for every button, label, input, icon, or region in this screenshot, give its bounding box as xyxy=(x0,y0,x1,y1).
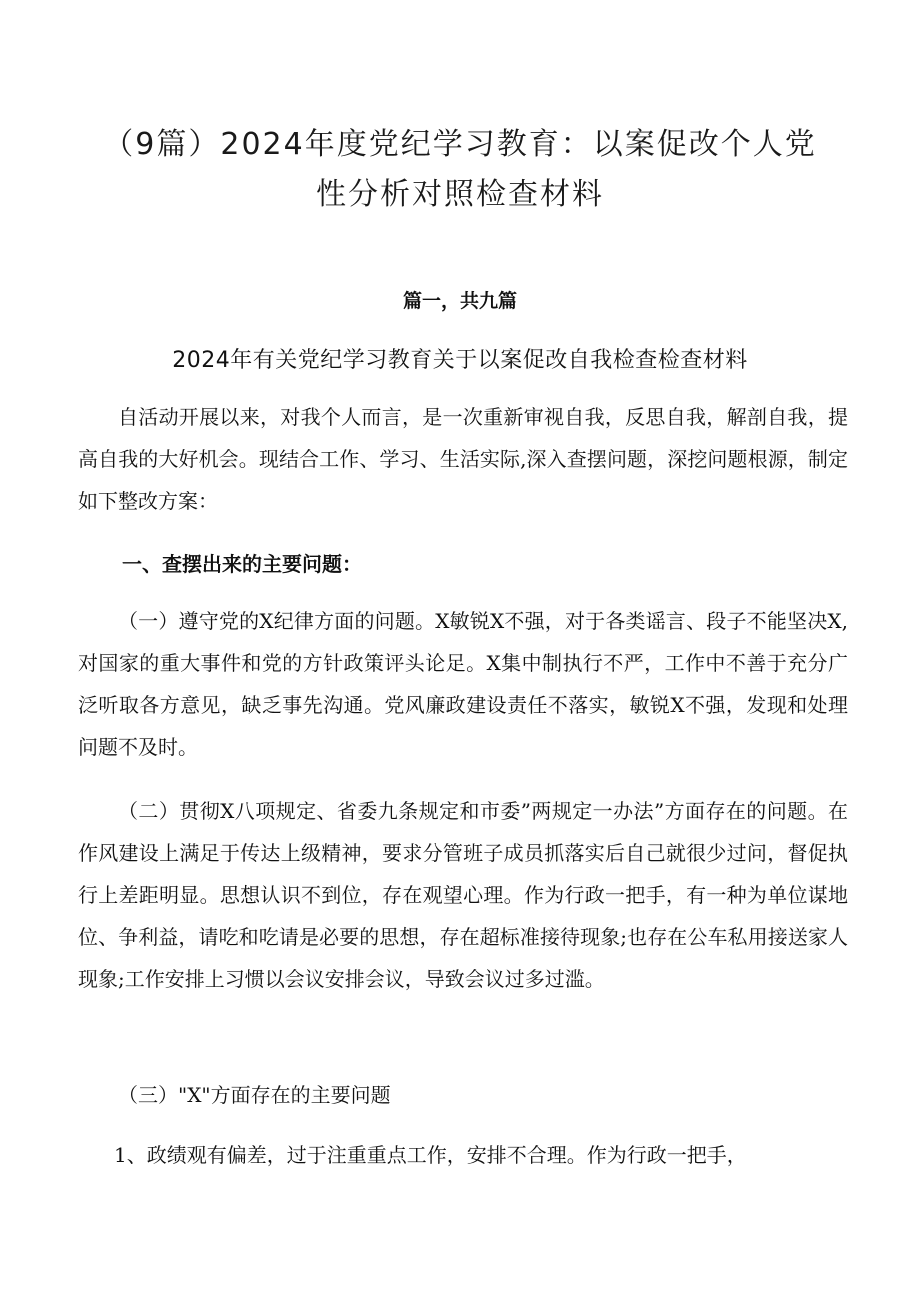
document-title xyxy=(60,120,860,220)
section-heading: 一、查摆出来的主要问题： xyxy=(122,552,362,576)
section-label: 篇一，共九篇 xyxy=(402,290,517,312)
title-line-2: 性分析对照检查材料 xyxy=(316,177,604,212)
item-paragraph-1: （一）遵守党的X纪律方面的问题。X敏锐X不强，对于各类谣言、段子不能坚决X,对国家的重大事件和党的方针政策评头论足。X集中制执行不严，工作中不善于充分广泛听取各方意见，缺乏事先沟通。党风廉政建设责任不落实，敏锐X不强，发现和处理问题不及时。 xyxy=(78,609,848,759)
intro-paragraph: 自活动开展以来，对我个人而言，是一次重新审视自我，反思自我，解剖自我，提高自我的大好机会。现结合工作、学习、生活实际,深入查摆问题，深挖问题根源，制定如下整改方案： xyxy=(78,405,848,513)
item-paragraph-2: （二）贯彻X八项规定、省委九条规定和市委”两规定一办法”方面存在的问题。在作风建设上满足于传达上级精神，要求分管班子成员抓落实后自己就很少过问，督促执行上差距明显。思想认识不到位，存在观望心理。作为行政一把手，有一种为单位谋地位、争利益，请吃和吃请是必要的思想，存在超标准接待现象;也存在公车私用接送家人现象;工作安排上习惯以会议安排会议，导致会议过多过滥。 xyxy=(78,799,848,991)
item-paragraph-3: （三）"X"方面存在的主要问题 xyxy=(118,1083,391,1107)
title-line-1: （9篇）2024年度党纪学习教育：以案促改个人党 xyxy=(103,127,817,162)
article-subtitle: 2024年有关党纪学习教育关于以案促改自我检查检查材料 xyxy=(172,348,748,373)
item-paragraph-3-1: 1、政绩观有偏差，过于注重重点工作，安排不合理。作为行政一把手， xyxy=(114,1143,747,1167)
